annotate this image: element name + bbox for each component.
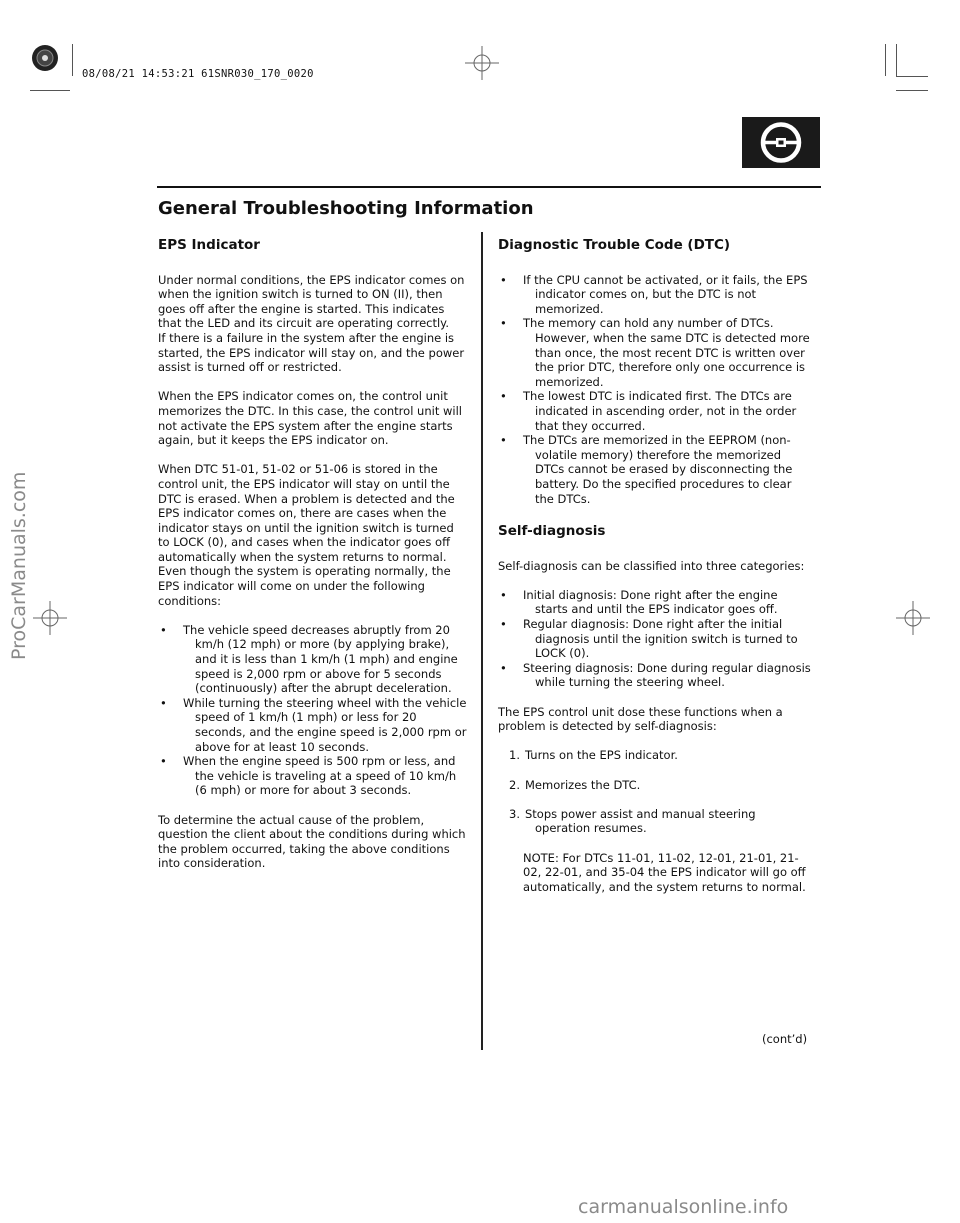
paragraph: If there is a failure in the system after the engine is started, the EPS indicator will stay on, and the power assist is turned off or restricted. xyxy=(158,330,465,375)
side-watermark: ProCarManuals.com xyxy=(8,471,30,660)
registration-crosshair-left xyxy=(33,601,67,635)
list-item: • If the CPU cannot be activated, or it fails, the EPS indicator comes on, but the DTC is not memorized. xyxy=(500,272,808,316)
list-item: • Initial diagnosis: Done right after the engine starts and until the EPS indicator goes off. xyxy=(500,587,778,617)
bottom-watermark: carmanualsonline.info xyxy=(578,1196,789,1218)
registration-crosshair-right xyxy=(896,601,930,635)
list-item: • The memory can hold any number of DTCs. However, when the same DTC is detected more than once, the most recent DTC is written over the prior DTC, therefore only one occurrence is memorized. xyxy=(500,316,810,389)
crop-mark xyxy=(72,44,73,76)
self-diagnosis-heading: Self-diagnosis xyxy=(498,523,606,540)
self-diagnosis-list xyxy=(498,588,813,690)
list-item: 3. Stops power assist and manual steering operation resumes. xyxy=(509,806,756,836)
list-item: • Steering diagnosis: Done during regular diagnosis while turning the steering wheel. xyxy=(500,660,811,690)
list-item: 2. Memorizes the DTC. xyxy=(509,777,641,792)
continued-label: (cont’d) xyxy=(762,1032,808,1046)
header-rule xyxy=(157,186,821,188)
functions-list xyxy=(498,748,813,836)
left-column xyxy=(158,238,468,871)
paragraph: Under normal conditions, the EPS indicator comes on when the ignition switch is turned to ON (II), then goes off after the engine is started. This indicates that the LED and its circuit are operating correctly. xyxy=(158,272,465,331)
crop-mark xyxy=(30,90,70,91)
right-column xyxy=(498,238,813,894)
list-item: • The vehicle speed decreases abruptly from 20 km/h (12 mph) or more (by applying brake), and it is less than 1 km/h (1 mph) and engine speed is 2,000 rpm or above for 5 seconds (continuously) after the abrupt deceleration. xyxy=(160,622,458,696)
dtc-heading: Diagnostic Trouble Code (DTC) xyxy=(498,237,731,253)
registration-crosshair-top xyxy=(465,46,499,80)
steering-wheel-icon xyxy=(742,117,820,168)
paragraph: The EPS control unit dose these functions when a problem is detected by self-diagnosis: xyxy=(498,704,783,734)
paragraph: When the EPS indicator comes on, the control unit memorizes the DTC. In this case, the control unit will not activate the EPS system after the engine starts again, but it keeps the EPS indicator on. xyxy=(158,389,462,448)
dtc-list xyxy=(498,273,813,507)
crop-mark xyxy=(896,44,897,76)
eps-indicator-heading: EPS Indicator xyxy=(158,237,260,253)
crop-mark xyxy=(896,90,928,91)
registration-mark-top-left xyxy=(30,43,60,73)
crop-mark xyxy=(885,44,886,76)
list-item: • While turning the steering wheel with the vehicle speed of 1 km/h (1 mph) or less for 20 seconds, and the engine speed is 2,000 rpm or above for at least 10 seconds. xyxy=(160,695,467,754)
list-item: • Regular diagnosis: Done right after the initial diagnosis until the ignition switch is turned to LOCK (0). xyxy=(500,617,798,661)
page-title: General Troubleshooting Information xyxy=(158,198,534,219)
list-item: • The lowest DTC is indicated first. The DTCs are indicated in ascending order, not in the order that they occurred. xyxy=(500,389,797,433)
list-item: 1. Turns on the EPS indicator. xyxy=(509,748,678,763)
list-item: • When the engine speed is 500 rpm or less, and the vehicle is traveling at a speed of 10 km/h (6 mph) or more for about 3 seconds. xyxy=(160,754,457,798)
crop-mark xyxy=(896,76,928,77)
list-item: • The DTCs are memorized in the EEPROM (non-volatile memory) therefore the memorized DTCs cannot be erased by disconnecting the battery. Do the specified procedures to clear the DTCs. xyxy=(500,433,793,506)
print-stamp: 08/08/21 14:53:21 61SNR030_170_0020 xyxy=(82,68,314,80)
conditions-list xyxy=(158,623,468,798)
paragraph: When DTC 51-01, 51-02 or 51-06 is stored in the control unit, the EPS indicator will stay on until the DTC is erased. When a problem is detected and the EPS indicator comes on, there are cases when the indicator stays on until the ignition switch is turned to LOCK (0), and cases when the indicator goes off automatically when the system returns to normal. Even though the system is operating normally, the EPS indicator will come on under the following conditions: xyxy=(158,462,455,608)
paragraph: Self-diagnosis can be classified into three categories: xyxy=(498,558,805,573)
column-divider xyxy=(481,232,483,1050)
note: NOTE: For DTCs 11-01, 11-02, 12-01, 21-01, 21-02, 22-01, and 35-04 the EPS indicator will go off automatically, and the system returns to normal. xyxy=(523,850,806,894)
paragraph: To determine the actual cause of the problem, question the client about the conditions during which the problem occurred, taking the above conditions into consideration. xyxy=(158,812,466,871)
